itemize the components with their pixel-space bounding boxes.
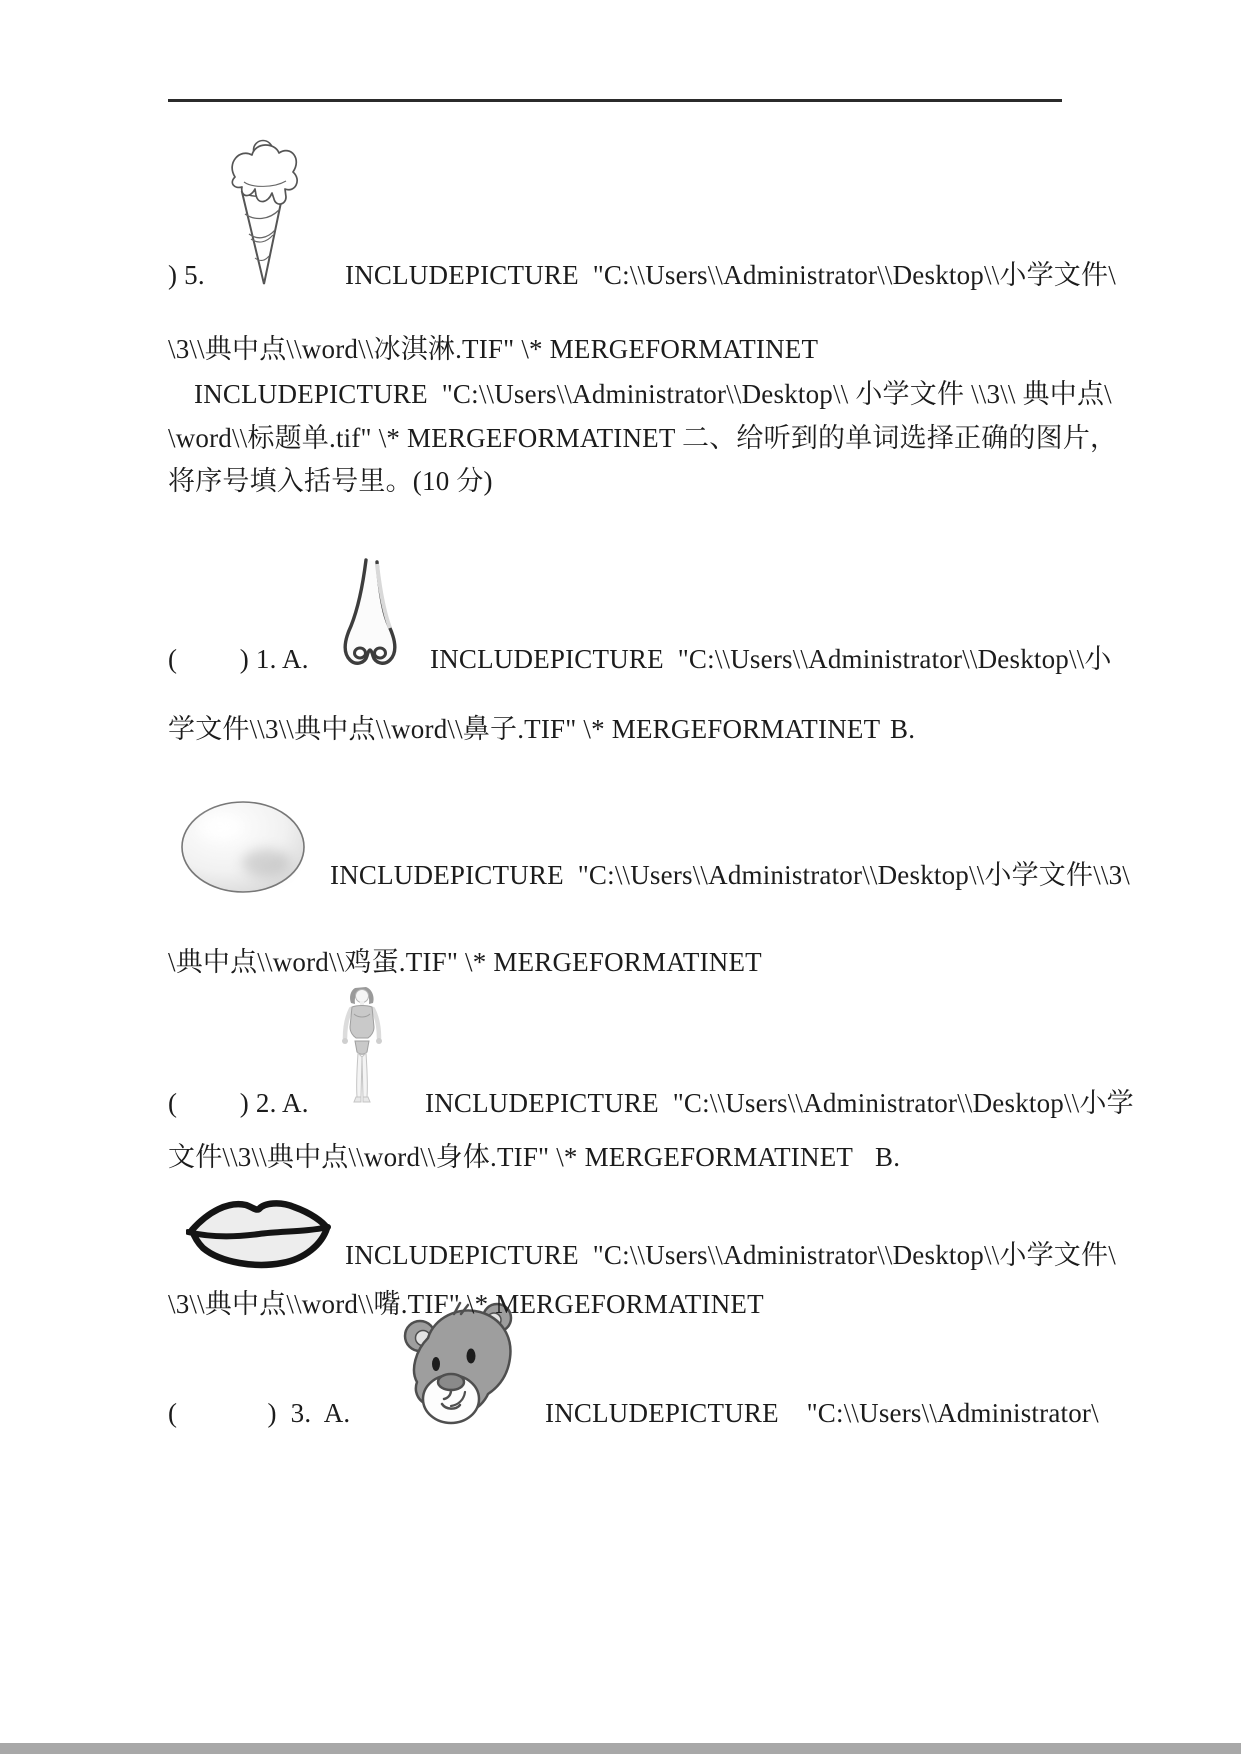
- field-code-line: \典中点\\word\\鸡蛋.TIF" \* MERGEFORMATINET: [168, 947, 762, 977]
- ice-cream-icon: [222, 136, 304, 288]
- ice-cream-image: [222, 136, 304, 288]
- body-icon: [335, 985, 389, 1105]
- field-code-line: \3\\典中点\\word\\嘴.TIF" \* MERGEFORMATINET: [168, 1289, 764, 1319]
- field-code-line: INCLUDEPICTURE "C:\\Users\\Administrator\\Desktop\\小学: [425, 1088, 1134, 1118]
- egg-icon: [180, 799, 306, 895]
- egg-image: [180, 799, 306, 895]
- body-image: [335, 985, 389, 1105]
- field-code-line: INCLUDEPICTURE "C:\\Users\\Administrator\\Desktop\\小学文件\: [345, 260, 1116, 290]
- field-code-line: 学文件\\3\\典中点\\word\\鼻子.TIF" \* MERGEFORMATINET: [168, 714, 881, 744]
- question-3-marker: ( ) 3. A.: [168, 1398, 351, 1428]
- field-code-line: INCLUDEPICTURE "C:\\Users\\Administrator\\Desktop\\小: [430, 644, 1112, 674]
- question-5-marker: ) 5.: [168, 260, 205, 290]
- field-code-line: \3\\典中点\\word\\冰淇淋.TIF" \* MERGEFORMATINET: [168, 334, 819, 364]
- field-code-line: INCLUDEPICTURE "C:\\Users\\Administrator\\Desktop\\ 小学文件 \\3\\ 典中点\: [194, 379, 1112, 409]
- header-rule: [168, 99, 1062, 102]
- question-2-marker: ( ) 2. A.: [168, 1088, 309, 1118]
- page-edge-bar: [0, 1743, 1241, 1754]
- nose-image: [336, 556, 404, 672]
- lips-image: [186, 1192, 332, 1272]
- question-1-marker: ( ) 1. A.: [168, 644, 309, 674]
- field-code-line: 文件\\3\\典中点\\word\\身体.TIF" \* MERGEFORMATINET: [168, 1142, 854, 1172]
- field-code-line: INCLUDEPICTURE "C:\\Users\\Administrator\: [545, 1398, 1099, 1428]
- lips-icon: [186, 1192, 332, 1272]
- nose-icon: [336, 556, 404, 672]
- option-b-label: B.: [890, 714, 916, 744]
- field-code-line: INCLUDEPICTURE "C:\\Users\\Administrator\\Desktop\\小学文件\: [345, 1240, 1116, 1270]
- section-2-instruction: \word\\标题单.tif" \* MERGEFORMATINET 二、给听到的单词选择正确的图片，: [168, 423, 1118, 453]
- field-code-line: INCLUDEPICTURE "C:\\Users\\Administrator\\Desktop\\小学文件\\3\: [330, 860, 1130, 890]
- option-b-label: B.: [875, 1142, 901, 1172]
- section-2-instruction-2: 将序号填入括号里。(10 分): [168, 466, 493, 496]
